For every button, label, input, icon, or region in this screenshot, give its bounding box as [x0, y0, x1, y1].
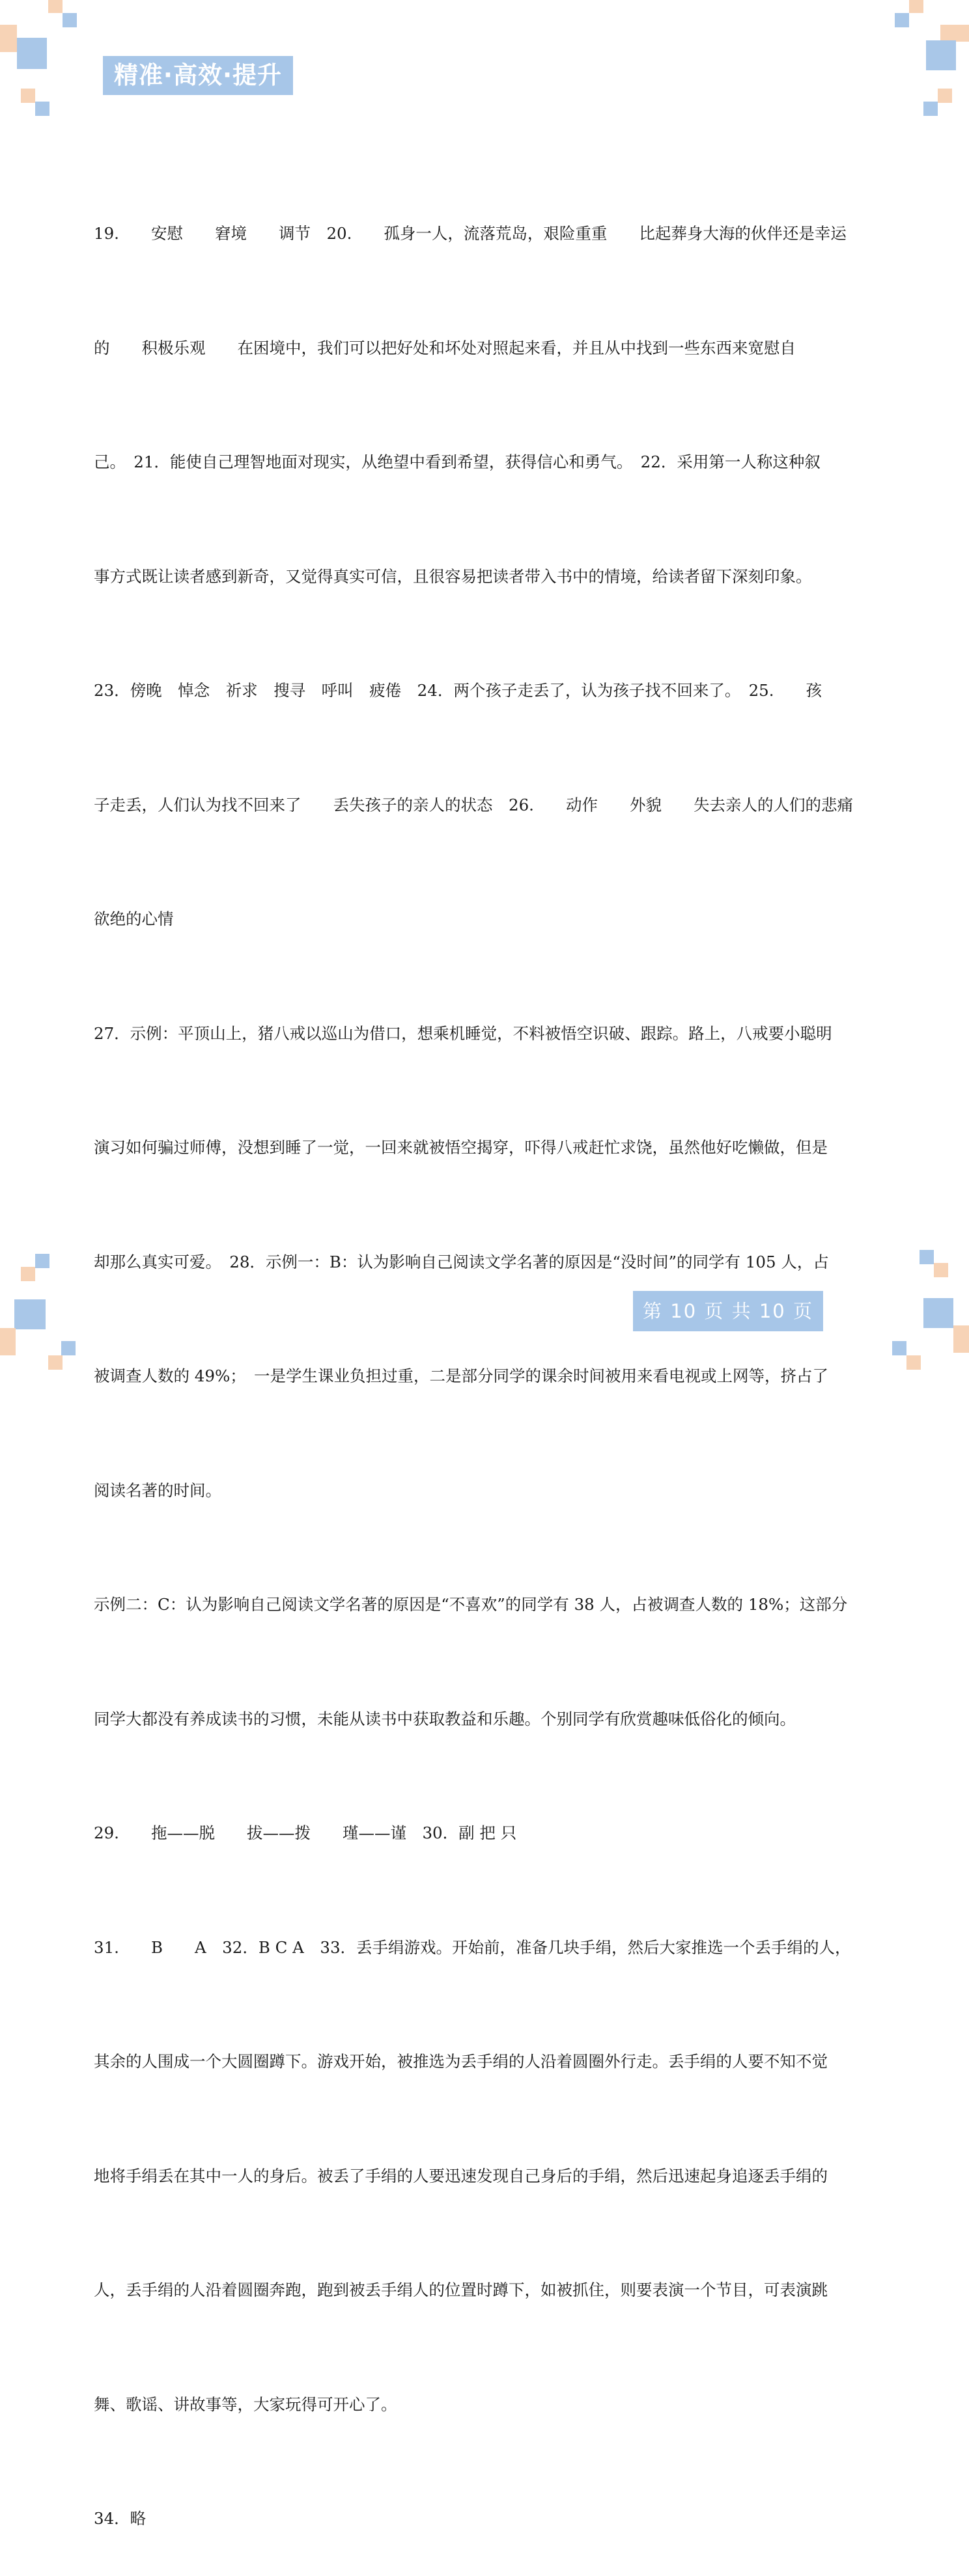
decor-square	[17, 38, 47, 69]
decor-square	[940, 25, 969, 42]
decor-square	[63, 13, 77, 27]
decor-square	[0, 25, 17, 52]
decor-square	[21, 1267, 35, 1281]
text-line: 29. 拖——脱 拔——拨 瑾——谨 30．副 把 只	[94, 1823, 517, 1842]
decor-square	[938, 89, 952, 103]
answer-body	[94, 139, 875, 2576]
decor-square	[35, 1254, 49, 1268]
text-line: 阅读名著的时间。	[94, 1480, 221, 1500]
header-badge: 精准·高效·提升	[103, 56, 293, 95]
text-line: 却那么真实可爱。 28．示例一：B：认为影响自己阅读文学名著的原因是“没时间”的同学有 105 人，占	[94, 1252, 829, 1271]
text-line: 演习如何骗过师傅，没想到睡了一觉，一回来就被悟空揭穿，吓得八戒赶忙求饶，虽然他好吃懒做，但是	[94, 1138, 828, 1157]
decor-square	[61, 1341, 76, 1355]
text-line: 34．略	[94, 2509, 147, 2528]
text-line: 19. 安慰 窘境 调节 20. 孤身一人，流落荒岛，艰险重重 比起葬身大海的伙伴还是幸运	[94, 224, 847, 243]
decor-square	[909, 0, 923, 13]
text-line: 人，丢手绢的人沿着圆圈奔跑，跑到被丢手绢人的位置时蹲下，如被抓住，则要表演一个节目，可表演跳	[94, 2280, 828, 2299]
decor-square	[895, 13, 909, 27]
text-line: 23．傍晚 悼念 祈求 搜寻 呼叫 疲倦 24．两个孩子走丢了，认为孩子找不回来了。 25. 孩	[94, 681, 822, 700]
decor-square	[21, 89, 35, 103]
decor-square	[35, 102, 49, 116]
text-line: 舞、歌谣、讲故事等，大家玩得可开心了。	[94, 2394, 397, 2414]
text-line: 子走丢，人们认为找不回来了 丢失孩子的亲人的状态 26. 动作 外貌 失去亲人的人们的悲痛	[94, 795, 853, 814]
decor-square	[923, 1298, 953, 1328]
decor-square	[923, 102, 938, 116]
page-number: 第 10 页 共 10 页	[633, 1291, 823, 1331]
text-line: 示例二：C：认为影响自己阅读文学名著的原因是“不喜欢”的同学有 38 人，占被调查人数的 18%；这部分	[94, 1595, 848, 1614]
decor-square	[920, 1250, 934, 1264]
decor-square	[48, 1355, 63, 1370]
text-line: 同学大都没有养成读书的习惯，未能从读书中获取教益和乐趣。个别同学有欣赏趣味低俗化的倾向。	[94, 1709, 796, 1728]
decor-square	[48, 0, 63, 13]
text-line: 地将手绢丢在其中一人的身后。被丢了手绢的人要迅速发现自己身后的手绢，然后迅速起身追逐丢手绢的	[94, 2166, 828, 2185]
decor-square	[906, 1355, 921, 1370]
decor-square	[14, 1299, 46, 1329]
text-line: 其余的人围成一个大圆圈蹲下。游戏开始，被推选为丢手绢的人沿着圆圈外行走。丢手绢的人要不知不觉	[94, 2052, 828, 2071]
decor-square	[934, 1263, 948, 1277]
text-line: 被调查人数的 49%； 一是学生课业负担过重，二是部分同学的课余时间被用来看电视或上网等，挤占了	[94, 1366, 828, 1385]
decor-square	[926, 40, 956, 70]
decor-square	[0, 1328, 16, 1355]
decor-square	[953, 1325, 969, 1353]
text-line: 己。 21．能使自己理智地面对现实，从绝望中看到希望，获得信心和勇气。 22．采用第一人称这种叙	[94, 452, 821, 471]
text-line: 事方式既让读者感到新奇，又觉得真实可信，且很容易把读者带入书中的情境，给读者留下深刻印象。	[94, 566, 812, 586]
decor-square	[892, 1341, 906, 1355]
text-line: 31. B A 32．B C A 33．丢手绢游戏。开始前，准备几块手绢，然后大家推选一个丢手绢的人，	[94, 1937, 851, 1957]
text-line: 欲绝的心情	[94, 909, 174, 928]
text-line: 的 积极乐观 在困境中，我们可以把好处和坏处对照起来看，并且从中找到一些东西来宽慰自	[94, 338, 796, 357]
text-line: 27．示例：平顶山上，猪八戒以巡山为借口，想乘机睡觉，不料被悟空识破、跟踪。路上，八戒要小聪明	[94, 1023, 832, 1043]
